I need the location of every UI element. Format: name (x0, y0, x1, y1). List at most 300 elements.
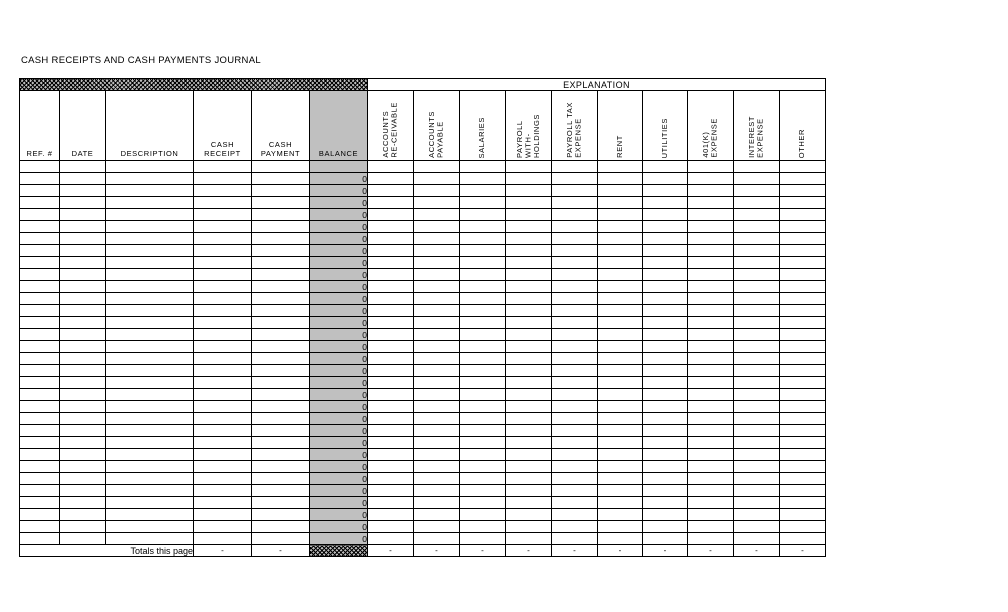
journal-cell[interactable] (780, 173, 826, 185)
journal-cell[interactable] (106, 281, 194, 293)
journal-cell[interactable] (506, 281, 552, 293)
journal-cell[interactable] (460, 293, 506, 305)
journal-cell[interactable] (414, 293, 460, 305)
journal-cell[interactable] (60, 461, 106, 473)
balance-cell[interactable]: 0 (310, 293, 368, 305)
journal-cell[interactable] (643, 425, 688, 437)
journal-cell[interactable] (20, 533, 60, 545)
journal-cell[interactable] (598, 329, 643, 341)
journal-cell[interactable] (598, 533, 643, 545)
journal-cell[interactable] (734, 173, 780, 185)
journal-cell[interactable] (414, 233, 460, 245)
journal-cell[interactable] (414, 377, 460, 389)
journal-cell[interactable] (460, 257, 506, 269)
journal-cell[interactable] (506, 245, 552, 257)
journal-cell[interactable] (552, 425, 598, 437)
journal-cell[interactable] (106, 437, 194, 449)
journal-cell[interactable] (780, 521, 826, 533)
journal-cell[interactable] (552, 269, 598, 281)
journal-cell[interactable] (460, 509, 506, 521)
journal-cell[interactable] (506, 389, 552, 401)
journal-cell[interactable] (460, 197, 506, 209)
journal-cell[interactable] (414, 221, 460, 233)
journal-cell[interactable] (368, 413, 414, 425)
journal-cell[interactable] (368, 341, 414, 353)
journal-cell[interactable] (506, 233, 552, 245)
journal-cell[interactable] (643, 209, 688, 221)
journal-cell[interactable] (106, 197, 194, 209)
journal-cell[interactable] (643, 509, 688, 521)
journal-cell[interactable] (106, 269, 194, 281)
journal-cell[interactable] (598, 221, 643, 233)
journal-cell[interactable] (734, 497, 780, 509)
journal-cell[interactable] (60, 425, 106, 437)
journal-cell[interactable] (643, 257, 688, 269)
journal-cell[interactable] (20, 509, 60, 521)
journal-cell[interactable] (598, 509, 643, 521)
journal-cell[interactable] (60, 329, 106, 341)
journal-cell[interactable] (552, 317, 598, 329)
journal-cell[interactable] (368, 317, 414, 329)
journal-cell[interactable] (20, 269, 60, 281)
journal-cell[interactable] (414, 413, 460, 425)
journal-cell[interactable] (688, 401, 734, 413)
journal-cell[interactable] (252, 221, 310, 233)
journal-cell[interactable] (598, 293, 643, 305)
journal-cell[interactable] (688, 473, 734, 485)
journal-cell[interactable] (20, 185, 60, 197)
journal-cell[interactable] (552, 401, 598, 413)
journal-cell[interactable] (194, 449, 252, 461)
journal-cell[interactable] (688, 425, 734, 437)
journal-cell[interactable] (780, 329, 826, 341)
journal-cell[interactable] (368, 233, 414, 245)
journal-cell[interactable] (460, 533, 506, 545)
journal-cell[interactable] (414, 245, 460, 257)
journal-cell[interactable] (734, 461, 780, 473)
journal-cell[interactable] (506, 257, 552, 269)
journal-cell[interactable] (460, 437, 506, 449)
journal-cell[interactable] (60, 521, 106, 533)
journal-cell[interactable] (106, 509, 194, 521)
journal-cell[interactable] (780, 437, 826, 449)
journal-cell[interactable] (252, 461, 310, 473)
journal-cell[interactable] (414, 497, 460, 509)
balance-cell[interactable]: 0 (310, 197, 368, 209)
journal-cell[interactable] (734, 293, 780, 305)
journal-cell[interactable] (780, 209, 826, 221)
journal-cell[interactable] (20, 401, 60, 413)
journal-cell[interactable] (552, 305, 598, 317)
journal-cell[interactable] (734, 269, 780, 281)
journal-cell[interactable] (194, 341, 252, 353)
journal-cell[interactable] (506, 461, 552, 473)
journal-cell[interactable] (106, 293, 194, 305)
journal-cell[interactable] (60, 533, 106, 545)
journal-cell[interactable] (780, 293, 826, 305)
journal-cell[interactable] (20, 497, 60, 509)
journal-cell[interactable] (780, 377, 826, 389)
journal-cell[interactable] (643, 173, 688, 185)
journal-cell[interactable] (414, 161, 460, 173)
journal-cell[interactable] (106, 329, 194, 341)
journal-cell[interactable] (60, 413, 106, 425)
journal-cell[interactable] (20, 377, 60, 389)
journal-cell[interactable] (552, 197, 598, 209)
journal-cell[interactable] (688, 437, 734, 449)
journal-cell[interactable] (506, 449, 552, 461)
journal-cell[interactable] (688, 197, 734, 209)
journal-cell[interactable] (414, 317, 460, 329)
journal-cell[interactable] (643, 353, 688, 365)
journal-cell[interactable] (252, 425, 310, 437)
journal-cell[interactable] (552, 209, 598, 221)
journal-cell[interactable] (368, 353, 414, 365)
journal-cell[interactable] (106, 365, 194, 377)
journal-cell[interactable] (60, 305, 106, 317)
journal-cell[interactable] (414, 437, 460, 449)
journal-cell[interactable] (252, 281, 310, 293)
journal-cell[interactable] (252, 233, 310, 245)
journal-cell[interactable] (414, 449, 460, 461)
journal-cell[interactable] (252, 257, 310, 269)
journal-cell[interactable] (194, 377, 252, 389)
journal-cell[interactable] (506, 365, 552, 377)
journal-cell[interactable] (368, 173, 414, 185)
journal-cell[interactable] (734, 185, 780, 197)
journal-cell[interactable] (20, 209, 60, 221)
journal-cell[interactable] (194, 161, 252, 173)
journal-cell[interactable] (368, 473, 414, 485)
journal-cell[interactable] (414, 185, 460, 197)
balance-cell[interactable]: 0 (310, 461, 368, 473)
journal-cell[interactable] (20, 233, 60, 245)
journal-cell[interactable] (552, 377, 598, 389)
journal-cell[interactable] (106, 209, 194, 221)
journal-cell[interactable] (106, 341, 194, 353)
journal-cell[interactable] (414, 269, 460, 281)
journal-cell[interactable] (598, 281, 643, 293)
journal-cell[interactable] (20, 389, 60, 401)
balance-cell[interactable]: 0 (310, 185, 368, 197)
journal-cell[interactable] (252, 365, 310, 377)
journal-cell[interactable] (643, 449, 688, 461)
journal-cell[interactable] (60, 221, 106, 233)
journal-cell[interactable] (552, 473, 598, 485)
journal-cell[interactable] (552, 449, 598, 461)
journal-cell[interactable] (194, 257, 252, 269)
journal-cell[interactable] (20, 449, 60, 461)
journal-cell[interactable] (598, 449, 643, 461)
journal-cell[interactable] (552, 185, 598, 197)
journal-cell[interactable] (252, 389, 310, 401)
journal-cell[interactable] (194, 533, 252, 545)
journal-cell[interactable] (60, 509, 106, 521)
journal-cell[interactable] (368, 209, 414, 221)
journal-cell[interactable] (688, 317, 734, 329)
journal-cell[interactable] (414, 533, 460, 545)
journal-cell[interactable] (460, 425, 506, 437)
balance-cell[interactable]: 0 (310, 365, 368, 377)
journal-cell[interactable] (106, 353, 194, 365)
journal-cell[interactable] (598, 161, 643, 173)
journal-cell[interactable] (688, 533, 734, 545)
journal-cell[interactable] (252, 161, 310, 173)
journal-cell[interactable] (780, 365, 826, 377)
journal-cell[interactable] (598, 245, 643, 257)
journal-cell[interactable] (106, 161, 194, 173)
journal-cell[interactable] (414, 521, 460, 533)
journal-cell[interactable] (780, 413, 826, 425)
journal-cell[interactable] (598, 269, 643, 281)
journal-cell[interactable] (780, 281, 826, 293)
journal-cell[interactable] (60, 353, 106, 365)
journal-cell[interactable] (252, 269, 310, 281)
journal-cell[interactable] (688, 353, 734, 365)
journal-cell[interactable] (780, 269, 826, 281)
journal-cell[interactable] (194, 509, 252, 521)
journal-cell[interactable] (688, 257, 734, 269)
journal-cell[interactable] (20, 329, 60, 341)
journal-cell[interactable] (552, 485, 598, 497)
journal-cell[interactable] (252, 317, 310, 329)
balance-cell[interactable]: 0 (310, 269, 368, 281)
journal-cell[interactable] (598, 185, 643, 197)
journal-cell[interactable] (106, 245, 194, 257)
journal-cell[interactable] (734, 305, 780, 317)
journal-cell[interactable] (460, 485, 506, 497)
journal-cell[interactable] (60, 437, 106, 449)
journal-cell[interactable] (60, 401, 106, 413)
journal-cell[interactable] (460, 209, 506, 221)
journal-cell[interactable] (194, 473, 252, 485)
journal-cell[interactable] (60, 185, 106, 197)
journal-cell[interactable] (780, 245, 826, 257)
journal-cell[interactable] (414, 209, 460, 221)
journal-cell[interactable] (368, 257, 414, 269)
journal-cell[interactable] (734, 485, 780, 497)
journal-cell[interactable] (780, 221, 826, 233)
journal-cell[interactable] (780, 509, 826, 521)
journal-cell[interactable] (734, 401, 780, 413)
journal-cell[interactable] (780, 257, 826, 269)
journal-cell[interactable] (106, 233, 194, 245)
journal-cell[interactable] (643, 185, 688, 197)
journal-cell[interactable] (780, 389, 826, 401)
balance-cell[interactable]: 0 (310, 317, 368, 329)
journal-cell[interactable] (506, 497, 552, 509)
journal-cell[interactable] (506, 221, 552, 233)
journal-cell[interactable] (688, 281, 734, 293)
journal-cell[interactable] (688, 497, 734, 509)
journal-cell[interactable] (106, 401, 194, 413)
journal-cell[interactable] (194, 305, 252, 317)
balance-cell[interactable]: 0 (310, 521, 368, 533)
journal-cell[interactable] (552, 353, 598, 365)
journal-cell[interactable] (506, 377, 552, 389)
journal-cell[interactable] (780, 461, 826, 473)
journal-cell[interactable] (734, 161, 780, 173)
journal-cell[interactable] (414, 197, 460, 209)
journal-cell[interactable] (734, 449, 780, 461)
journal-cell[interactable] (598, 233, 643, 245)
journal-cell[interactable] (194, 293, 252, 305)
journal-cell[interactable] (506, 437, 552, 449)
journal-cell[interactable] (506, 197, 552, 209)
journal-cell[interactable] (552, 233, 598, 245)
journal-cell[interactable] (460, 389, 506, 401)
journal-cell[interactable] (552, 161, 598, 173)
journal-cell[interactable] (60, 389, 106, 401)
journal-cell[interactable] (552, 497, 598, 509)
journal-cell[interactable] (780, 341, 826, 353)
journal-cell[interactable] (688, 449, 734, 461)
journal-cell[interactable] (20, 281, 60, 293)
journal-cell[interactable] (780, 473, 826, 485)
journal-cell[interactable] (414, 353, 460, 365)
balance-cell[interactable]: 0 (310, 281, 368, 293)
journal-cell[interactable] (643, 461, 688, 473)
journal-cell[interactable] (20, 293, 60, 305)
journal-cell[interactable] (734, 509, 780, 521)
balance-cell[interactable]: 0 (310, 485, 368, 497)
journal-cell[interactable] (643, 161, 688, 173)
journal-cell[interactable] (598, 389, 643, 401)
journal-cell[interactable] (106, 221, 194, 233)
journal-cell[interactable] (643, 521, 688, 533)
journal-cell[interactable] (598, 197, 643, 209)
journal-cell[interactable] (552, 521, 598, 533)
journal-cell[interactable] (194, 185, 252, 197)
journal-cell[interactable] (414, 341, 460, 353)
journal-cell[interactable] (252, 437, 310, 449)
journal-cell[interactable] (552, 173, 598, 185)
journal-cell[interactable] (60, 233, 106, 245)
journal-cell[interactable] (368, 365, 414, 377)
journal-cell[interactable] (780, 197, 826, 209)
journal-cell[interactable] (688, 185, 734, 197)
journal-cell[interactable] (598, 461, 643, 473)
balance-cell[interactable]: 0 (310, 233, 368, 245)
journal-cell[interactable] (734, 473, 780, 485)
journal-cell[interactable] (106, 485, 194, 497)
journal-cell[interactable] (252, 401, 310, 413)
journal-cell[interactable] (643, 317, 688, 329)
journal-cell[interactable] (106, 497, 194, 509)
journal-cell[interactable] (60, 473, 106, 485)
journal-cell[interactable] (106, 377, 194, 389)
journal-cell[interactable] (734, 341, 780, 353)
journal-cell[interactable] (598, 173, 643, 185)
journal-cell[interactable] (194, 173, 252, 185)
journal-cell[interactable] (780, 161, 826, 173)
journal-cell[interactable] (460, 365, 506, 377)
journal-cell[interactable] (506, 509, 552, 521)
journal-cell[interactable] (252, 377, 310, 389)
journal-cell[interactable] (643, 233, 688, 245)
journal-cell[interactable] (506, 485, 552, 497)
journal-cell[interactable] (643, 497, 688, 509)
journal-cell[interactable] (552, 461, 598, 473)
balance-cell[interactable]: 0 (310, 401, 368, 413)
journal-cell[interactable] (688, 245, 734, 257)
journal-cell[interactable] (194, 389, 252, 401)
journal-cell[interactable] (368, 281, 414, 293)
journal-cell[interactable] (552, 245, 598, 257)
journal-cell[interactable] (60, 197, 106, 209)
journal-cell[interactable] (460, 233, 506, 245)
journal-cell[interactable] (368, 221, 414, 233)
journal-cell[interactable] (414, 461, 460, 473)
journal-cell[interactable] (506, 305, 552, 317)
journal-cell[interactable] (194, 269, 252, 281)
journal-cell[interactable] (688, 485, 734, 497)
journal-cell[interactable] (643, 341, 688, 353)
journal-cell[interactable] (460, 329, 506, 341)
journal-cell[interactable] (414, 401, 460, 413)
journal-cell[interactable] (734, 221, 780, 233)
journal-cell[interactable] (460, 173, 506, 185)
journal-cell[interactable] (460, 521, 506, 533)
journal-cell[interactable] (194, 521, 252, 533)
balance-cell[interactable]: 0 (310, 437, 368, 449)
journal-cell[interactable] (414, 305, 460, 317)
journal-cell[interactable] (20, 461, 60, 473)
journal-cell[interactable] (194, 281, 252, 293)
journal-cell[interactable] (252, 173, 310, 185)
journal-cell[interactable] (598, 401, 643, 413)
journal-cell[interactable] (552, 221, 598, 233)
journal-cell[interactable] (780, 401, 826, 413)
journal-cell[interactable] (194, 317, 252, 329)
journal-cell[interactable] (734, 257, 780, 269)
journal-cell[interactable] (598, 497, 643, 509)
journal-cell[interactable] (252, 509, 310, 521)
journal-cell[interactable] (60, 173, 106, 185)
journal-cell[interactable] (598, 413, 643, 425)
journal-cell[interactable] (598, 365, 643, 377)
journal-cell[interactable] (643, 377, 688, 389)
journal-cell[interactable] (252, 413, 310, 425)
journal-cell[interactable] (252, 305, 310, 317)
journal-cell[interactable] (506, 521, 552, 533)
journal-cell[interactable] (60, 209, 106, 221)
journal-cell[interactable] (598, 257, 643, 269)
journal-cell[interactable] (643, 389, 688, 401)
journal-cell[interactable] (252, 209, 310, 221)
journal-cell[interactable] (20, 245, 60, 257)
journal-cell[interactable] (414, 389, 460, 401)
journal-cell[interactable] (643, 437, 688, 449)
journal-cell[interactable] (598, 437, 643, 449)
journal-cell[interactable] (194, 497, 252, 509)
journal-cell[interactable] (106, 317, 194, 329)
journal-cell[interactable] (368, 197, 414, 209)
journal-cell[interactable] (734, 521, 780, 533)
journal-cell[interactable] (60, 497, 106, 509)
journal-cell[interactable] (506, 425, 552, 437)
journal-cell[interactable] (106, 173, 194, 185)
journal-cell[interactable] (734, 533, 780, 545)
journal-cell[interactable] (106, 413, 194, 425)
journal-cell[interactable] (368, 245, 414, 257)
journal-cell[interactable] (734, 281, 780, 293)
journal-cell[interactable] (552, 437, 598, 449)
journal-cell[interactable] (506, 341, 552, 353)
journal-cell[interactable] (194, 437, 252, 449)
journal-cell[interactable] (506, 353, 552, 365)
journal-cell[interactable] (734, 425, 780, 437)
